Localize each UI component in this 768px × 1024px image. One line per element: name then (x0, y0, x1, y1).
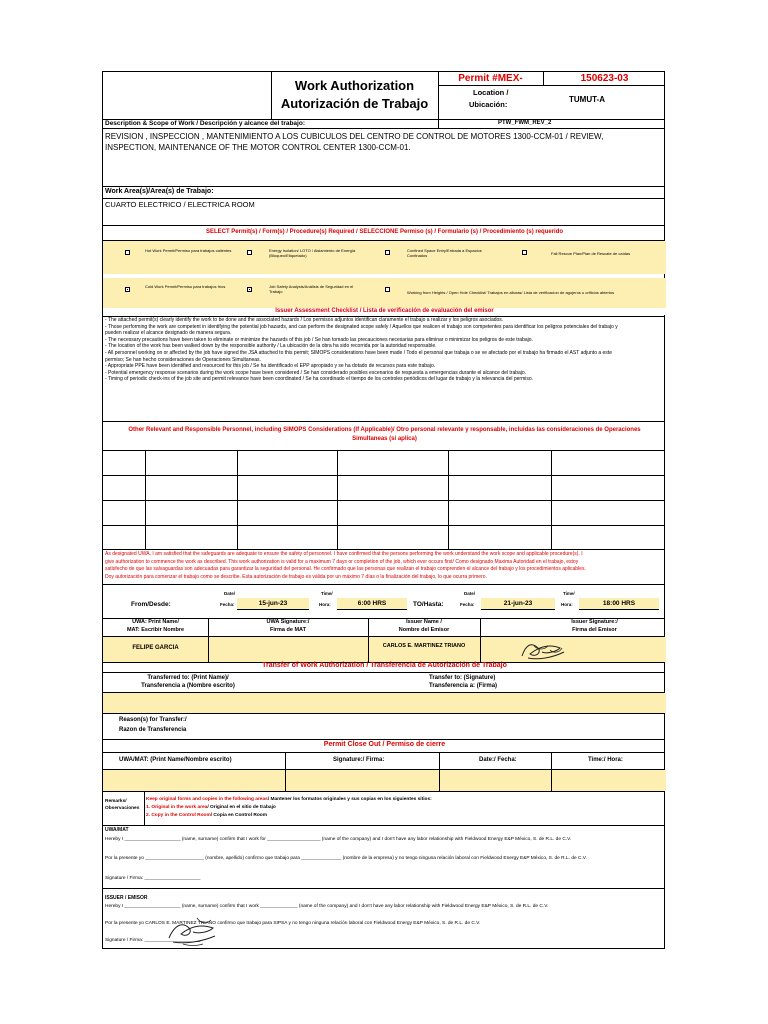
remarks-line-1-rest: / Mantener los formatos originales y sus copias en los siguientes sitios: (267, 797, 432, 802)
transfer-entry-row[interactable] (103, 693, 666, 713)
statement-line: Doy autorización para comenzar el trabajo como se describe. Esta autorización de trabajo es válida por un máximo 7 días o la finalización del trabajo, lo que ocurra primero. (105, 573, 487, 580)
title-en: Work Authorization (294, 78, 415, 93)
to-label: TO/Hasta: (413, 601, 444, 608)
issuer-block-hereby: Hereby I _____________________ (name, surname) confirm that I work ______________ (name of the company) and I don't have any labor relationship with Fieldwood Energy E&P México, S. de R.L. de C.V. (105, 904, 549, 909)
uwa-name-value: FELIPE GARCIA (132, 645, 179, 651)
confined-space-checkbox[interactable] (385, 250, 390, 255)
fall-rescue-label: Fall Rescue Plan/Plan de Rescate de caídas (551, 251, 631, 256)
form-code: PTW_FWM_REV_2 (498, 120, 552, 126)
title-es: Autorización de Trabajo (280, 96, 429, 111)
issuer-block-signature: Signature / Firma: _____________________ (105, 938, 201, 943)
uwa-name-header-1: UWA: Print Name/ (132, 619, 179, 625)
issuer-signature-header-1: Issuer Signature:/ (571, 619, 618, 625)
checklist-line: - Potential emergency response scenarios during the work scope have been considered / Se han considerado posibles escenarios de respuesta a emergencias durante el alcance del trabajo. (105, 369, 527, 376)
from-date-label-2: Fecha: (220, 602, 235, 607)
remarks-label-1: Remarks/ (105, 799, 127, 804)
closeout-col-time: Time:/ Hora: (588, 757, 623, 763)
transfer-reason-2: Razon de Transferencia (119, 727, 187, 733)
work-authorization-form (102, 71, 665, 949)
uwa-signature-header-2: Firma de MAT (270, 627, 306, 633)
cold-work-label: Cold Work Permit/Permiso para trabajos fríos (145, 284, 226, 289)
issuer-block-signature-image (163, 914, 221, 948)
checklist-lines (105, 317, 664, 383)
hot-work-label: Hot Work Permit/Permiso para trabajos calientes (145, 248, 232, 253)
scope-label: Description & Scope of Work / Descripción y alcance del trabajo: (105, 120, 305, 127)
location-value: TUMUT-A (569, 95, 605, 104)
checklist-line: permiso; Se han hecho consideraciones de Operaciones Simultaneas. (105, 356, 261, 363)
permit-number: 150623-03 (580, 73, 629, 84)
remarks-line-2-red: 1. Original in the work area (146, 805, 208, 810)
to-time: 18:00 HRS (579, 598, 659, 610)
fall-rescue-checkbox[interactable] (522, 250, 527, 255)
issuer-signature-header-2: Firma del Emisor (572, 627, 617, 633)
from-date: 15-jun-23 (237, 598, 309, 610)
from-date-label-1: Date/ (224, 591, 236, 596)
energy-isolation-checkbox[interactable] (247, 250, 252, 255)
from-time-label-1: Time/ (321, 591, 333, 596)
from-time-label-2: Hora: (319, 602, 331, 607)
location-label-1: Location / (473, 88, 509, 97)
checklist-line: - The location of the work has been walked down by the responsible authority / La ubicación de la obra ha sido recorrida por la autoridad responsable. (105, 343, 437, 350)
closeout-entry-row[interactable] (103, 770, 666, 791)
remarks-line-1-red: Keep original forms and copies in the following areas (146, 797, 268, 802)
uwa-block-hereby: Hereby I _____________________ (name, surname) confirm that I work for ____________________ (name of the company) and I don't have any labor relationship with Fieldwood Energy E&P México, S. de R.L. de C.V. (105, 837, 572, 842)
checklist-line: pueden realizar el alcance designado de manera segura. (105, 330, 232, 337)
statement-line: As designated UWA, I am satisfied that the safeguards are adequate to ensure the safety of personnel. I have confirmed that the persons performing the work understand the work scope and applicable procedure(s). I (105, 551, 583, 557)
issuer-block-presente: Por la presente yo CARLOS E. MARTINEZ TRIANO confirmo que trabajo para SIPSA y no tengo ninguna relación laboral con Fieldwood Energy E&P México, S. de R.L. de C.V. (105, 921, 481, 926)
other-personnel-title-2: Simultaneas (si aplica) (352, 436, 417, 442)
checklist-line: - Timing of periodic check-ins of the job site and permit relevance have been coordinated / Se ha coordinado el tiempo de los controles periódicos del lugar de trabajo y la relevancia del permiso. (105, 376, 534, 383)
hot-work-checkbox[interactable] (125, 250, 130, 255)
work-area-value: CUARTO ELECTRICO / ELECTRICA ROOM (105, 200, 255, 209)
closeout-col-signature: Signature:/ Firma: (333, 757, 385, 763)
uwa-statement (105, 551, 664, 581)
checklist-line: - The necessary precautions have been taken to eliminate or minimize the hazards of this job / Se han tomado las precauciones necesarias para eliminar o minimizar los peligros de este trabajo. (105, 336, 533, 343)
checklist-title: Issuer Assessment Checklist / Lista de verificación de evaluación del emisor (103, 308, 666, 315)
select-permits-title: SELECT Permit(s) / Form(s) / Procedure(s) Required / SELECCIONE Permiso (s) / Formulario (s) / Procedimiento (s) requerido (205, 229, 564, 235)
permit-label: Permit #MEX- (458, 73, 523, 84)
issuer-signature-image (516, 638, 568, 664)
to-date-label-1: Date/ (464, 591, 476, 596)
transfer-reason-1: Reason(s) for Transfer:/ (119, 717, 187, 723)
jsa-label: Job Safety Analysis/Análisis de Seguridad en el Trabajo (269, 284, 354, 294)
closeout-col-date: Date:/ Fecha: (479, 757, 517, 763)
remarks-line-1 (146, 797, 432, 803)
checklist-line: - All personnel working on or affected by the job have signed the JSA attached to this permit; SIMOPS considerations have been made / Todo el personal que trabaja o se ve afectado por el trabajo ha firmado el AST adjunto a este (105, 349, 612, 356)
uwa-signature-header-1: UWA Signature:/ (266, 619, 310, 625)
from-label: From/Desde: (131, 601, 171, 608)
work-area-label: Work Area(s)/Area(s) de Trabajo: (105, 188, 214, 195)
closeout-title: Permit Close Out / Permiso de cierre (323, 741, 446, 748)
remarks-line-2-rest: / Original en el sitio de trabajo (207, 805, 276, 810)
other-personnel-title-1: Other Relevant and Responsible Personnel, including SIMOPS Considerations (If Applicable)/ Otro personal relevante y responsable, incluidas las consideraciones de Operaciones (128, 427, 641, 433)
to-time-label-2: Hora: (561, 602, 573, 607)
location-label-2: Ubicación: (469, 100, 508, 109)
to-date: 21-jun-23 (481, 598, 555, 610)
heights-checkbox[interactable] (385, 287, 390, 292)
checklist-line: - The attached permit(s) clearly identify the work to be done and the associated hazards / Los permisos adjuntos identifican claramente el trabajo a realizar y los peligros asociados. (105, 317, 504, 323)
statement-line: give authorization to commence the work as described. This work authorization is valid for a maximum 7 days or completion of the job, which ever occurs first/ Como designado Maxima Autoridad en el trabajo, estoy (105, 558, 579, 565)
scope-text: REVISION , INSPECCION , MANTENIMIENTO A LOS CUBICULOS DEL CENTRO DE CONTROL DE MOTORES 1300-CCM-01 / REVIEW, INSPECTION, MAINTENANCE OF THE MOTOR CONTROL CENTER 1300-CCM-01. (105, 132, 604, 152)
remarks-line-3-rest: / Copia en Control Room (210, 813, 267, 818)
checklist-line: - Those performing the work are competent in identifying the potential job hazards, and can perform the designated scope safely / Aquellos que realicen el trabajo son competentes para identificar los peligros potenciales del trabajo y (105, 323, 618, 330)
issuer-name-header-2: Nombre del Emisor (398, 627, 450, 633)
energy-isolation-label: Energy Isolation/ LOTO / Aislamiento de Energía (Bloqueo/Etiquetado) (269, 248, 356, 258)
checklist-line: - Appropriate PPE have been identified and resourced for this job / Se ha identificado el EPP apropiado y se ha dotado de recursos para este trabajo. (105, 363, 436, 370)
issuer-name-header-1: Issuer Name / (406, 619, 442, 625)
jsa-checkbox[interactable] (247, 287, 252, 292)
uwa-name-header-2: MAT: Escribir Nombre (126, 627, 185, 633)
issuer-name-value: CARLOS E. MARTINEZ TRIANO (382, 643, 466, 649)
remarks-line-3 (146, 813, 267, 819)
closeout-col-name: UWA/MAT: (Print Name/Nombre escrito) (119, 757, 232, 763)
remarks-line-3-red: 2. Copy in the Control Room (146, 813, 211, 818)
transfer-to-signature-2: Transferencia a: (Firma) (429, 683, 498, 689)
transfer-to-signature-1: Transfer to: (Signature) (429, 675, 496, 681)
uwa-block-signature: Signature / Firma: _____________________ (105, 876, 201, 881)
from-time: 6:00 HRS (337, 598, 407, 610)
uwa-block-presente: Por la presente yo ______________________ (nombre, apellido) confirmo que trabajo para _______________ (nombre de la empresa) y no tengo ninguna relación laboral con Fieldwood Energy E&P México, S. de R.L. de C.V. (105, 856, 587, 861)
to-date-label-2: Fecha: (460, 602, 475, 607)
to-time-label-1: Time/ (563, 591, 575, 596)
transfer-to-name-1: Transferred to: (Print Name)/ (147, 675, 229, 681)
transfer-title: Transfer of Work Authorization / Transferencia de Autorización de Trabajo (262, 662, 507, 669)
uwa-block-title: UWA/MAT (105, 827, 129, 833)
transfer-to-name-2: Transferencia a (Nombre escrito) (141, 683, 235, 689)
issuer-block-title: ISSUER / EMISOR (105, 895, 148, 901)
remarks-label-2: Observaciones (105, 806, 140, 811)
cold-work-checkbox[interactable] (125, 287, 130, 292)
confined-space-label: Confined Space Entry/Entrada a Espacios Confinados (407, 248, 482, 258)
statement-line: satisfecho de que las salvaguardas son adecuadas para garantizar la seguridad del personal. He confirmado que las personas que realizan el trabajo comprenden el alcance del trabajo y los procedimientos aplicables. (105, 566, 586, 572)
remarks-line-2 (146, 805, 276, 811)
heights-label: Working from Heights / Open Hole Checklist/ Trabajos en alturas/ Lista de verificacion de agujeros u orificios abiertos (407, 290, 615, 295)
